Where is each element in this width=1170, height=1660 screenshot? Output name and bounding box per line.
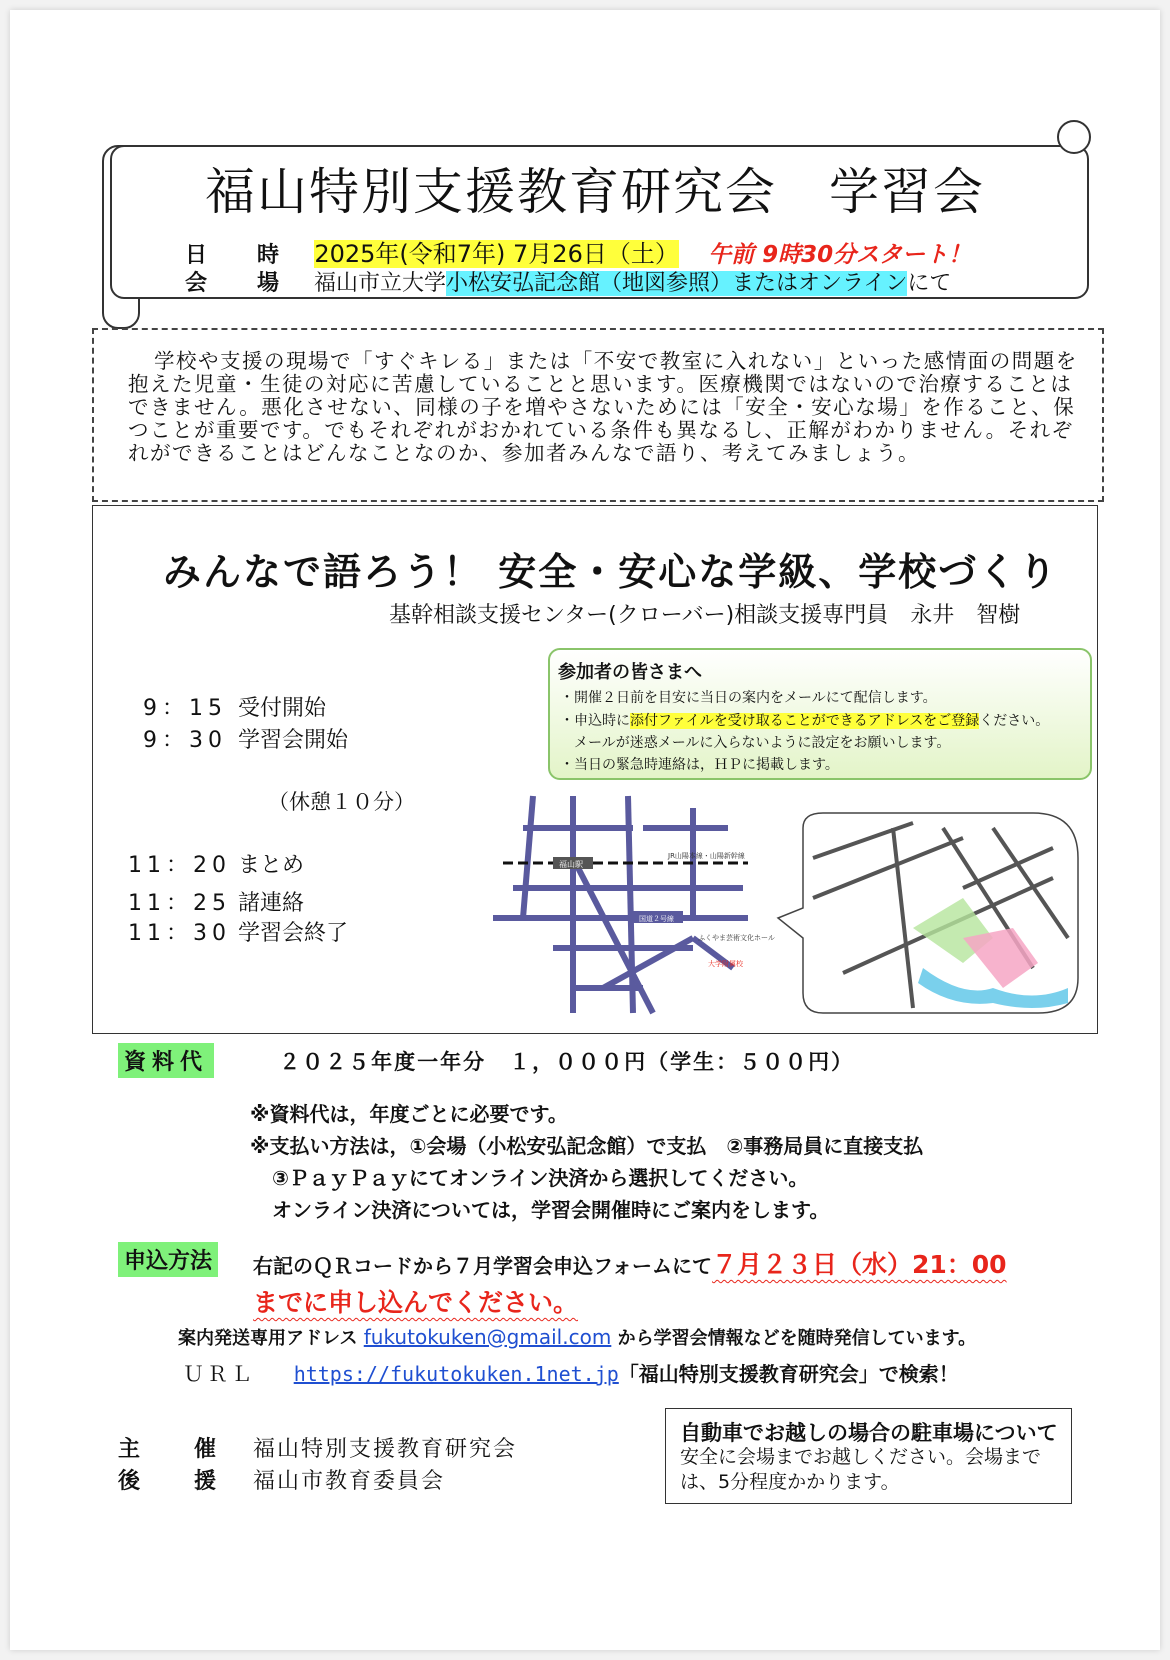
schedule-time: 9：15 [143,696,227,721]
schedule-label: 諸連絡 [238,891,305,916]
notice-line: ・当日の緊急時連絡は，ＨＰに掲載します。 [560,757,839,773]
support-name: 福山市教育委員会 [253,1469,446,1494]
schedule-item [143,723,348,754]
intro-text: 学校や支援の現場で「すぐキレる」または「不安で教室に入れない」といった感情面の問題を抱えた児童・生徒の対応に苦慮していることと思います。医療機関ではないので治療することはできません。悪化させない、同様の子を増やさないためには「安全・安心な場」を作ること、保つことが重要です。でもそれぞれがおかれている条件も異なるし、正解がわかりません。それぞれができることはどんなことなのか、参加者みんなで語り、考えてみましょう。 [128,349,1078,465]
schedule-break [268,786,415,816]
page-title: 福山特別支援教育研究会 学習会 [205,163,985,221]
host-row [118,1432,517,1463]
intro-box [92,328,1104,502]
apply-text-row [253,1245,1007,1281]
fee-note: ※支払い方法は，①会場（小松安弘記念館）で支払 ②事務局員に直接支払 [250,1134,924,1158]
schedule-label: 学習会終了 [238,921,349,946]
mail-prefix: 案内発送専用アドレス [178,1328,358,1349]
parking-box [665,1408,1072,1504]
map-label: ふくやま芸術文化ホール [698,934,775,942]
parking-body: 安全に会場までお越しください。会場までは、5分程度かかります。 [680,1446,1042,1493]
venue-highlight: 小松安弘記念館（地図参照）またはオンライン [446,271,908,296]
schedule-time: 11：20 [128,853,231,878]
support-label: 後 援 [118,1469,233,1494]
mail-suffix: から学習会情報などを随時発信しています。 [617,1328,977,1349]
fee-note: ※資料代は，年度ごとに必要です。 [250,1102,568,1126]
notice-text: ・申込時に [560,713,630,729]
session-headline: みんなで語ろう！ 安全・安心な学級、学校づくり [163,550,1059,594]
apply-deadline: ７月２３日（水）21：00 [712,1250,1007,1279]
notice-line: ・開催２日前を目安に当日の案内をメールにて配信します。 [560,690,937,706]
parking-title: 自動車でお越しの場合の駐車場について [680,1421,1058,1445]
apply-row [118,1242,218,1277]
schedule-label: まとめ [238,853,305,878]
schedule-item [128,848,304,879]
notice-line [560,710,1049,730]
apply-tag: 申込方法 [118,1242,218,1277]
venue-label: 会 場 [185,271,294,296]
mail-row [178,1324,976,1350]
map-label: 大学附属校 [708,960,743,968]
schedule-time: 9：30 [143,728,227,753]
url-row [183,1358,959,1388]
notice-title: 参加者の皆さまへ [558,662,702,683]
url-suffix: 「福山特別支援教育研究会」で検索！ [618,1362,959,1386]
host-name: 福山特別支援教育研究会 [253,1437,518,1462]
fee-row [118,1043,854,1078]
venue-map [493,788,1083,1023]
flyer-page [10,10,1160,1650]
date-label: 日 時 [185,243,294,268]
url-link[interactable]: https://fukutokuken.1net.jp [293,1362,619,1386]
participant-notice [548,648,1092,780]
notice-line: メールが迷惑メールに入らないように設定をお願いします。 [574,735,951,751]
session-box [92,505,1098,1034]
speaker: 基幹相談支援センター(クローバー)相談支援専門員 永井 智樹 [389,603,1021,628]
map-roads [493,796,748,1013]
fee-note: ③ＰａｙＰａｙにてオンライン決済から選択してください。 [272,1166,809,1190]
schedule-time: 11：25 [128,891,231,916]
fee-tag: 資料代 [118,1043,214,1078]
schedule-time: 11：30 [128,921,231,946]
venue-suffix: にて [907,271,952,296]
notice-text: ください。 [979,713,1050,729]
map-label: 福山駅 [559,860,583,869]
scroll-curl-right [1057,120,1091,154]
start-time: 午前 9時30分スタート！ [708,242,972,268]
venue-prefix: 福山市立大学 [314,271,447,296]
schedule-label: 学習会開始 [238,728,349,753]
schedule-label: （休憩１０分） [268,790,415,814]
fee-value: ２０２５年度一年分 １，０００円（学生：５００円） [279,1050,855,1074]
schedule-item [128,886,304,917]
host-label: 主 催 [118,1437,233,1462]
schedule-item [143,691,326,722]
date-value: 2025年(令和7年) 7月26日（土） [314,240,679,268]
apply-text: 右記のＱＲコードから７月学習会申込フォームにて [253,1254,712,1278]
support-row [118,1464,445,1495]
notice-highlight: 添付ファイルを受け取ることができるアドレスをご登録 [630,713,980,729]
map-label: 国道２号線 [639,915,674,923]
schedule-label: 受付開始 [238,696,327,721]
date-row [185,234,971,269]
mail-link[interactable]: fukutokuken@gmail.com [363,1325,612,1349]
apply-deadline-2: までに申し込んでください。 [253,1288,579,1317]
schedule-item [128,916,348,947]
fee-note: オンライン決済については，学習会開催時にご案内をします。 [272,1198,830,1222]
map-label: JR山陽本線・山陽新幹線 [668,852,745,860]
venue-row [185,266,951,297]
url-label: ＵＲＬ [183,1362,255,1386]
